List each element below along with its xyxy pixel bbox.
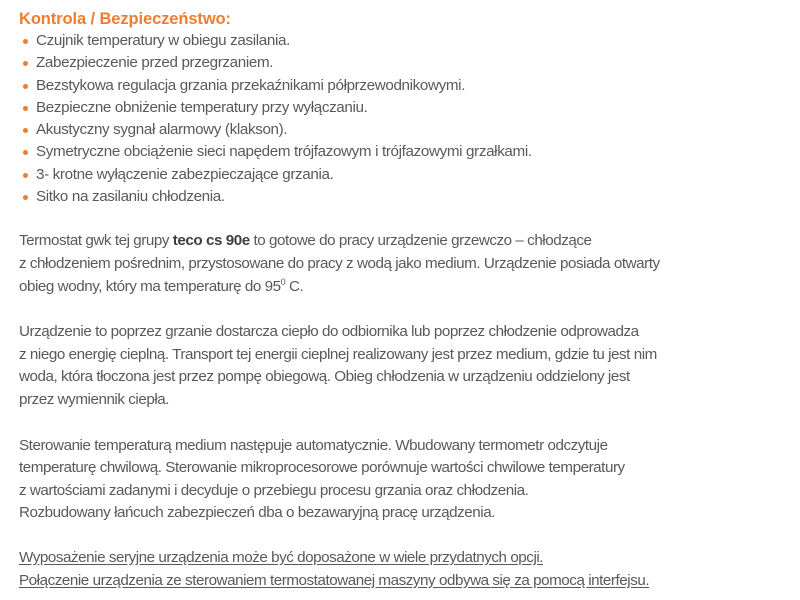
list-item-text: Symetryczne obciążenie sieci napędem trójfazowym i trójfazowymi grzałkami. — [36, 143, 532, 161]
list-item-text: Bezstykowa regulacja grzania przekaźnikami półprzewodnikowymi. — [36, 76, 466, 94]
section-heading: Kontrola / Bezpieczeństwo: — [19, 10, 231, 28]
list-item — [19, 75, 799, 97]
paragraph-options — [19, 547, 799, 592]
bullet-icon — [23, 84, 28, 89]
degree-superscript: 0 — [280, 276, 286, 287]
bullet-icon — [23, 195, 28, 200]
text-line: temperaturę chwilową. Sterowanie mikroprocesorowe porównuje wartości chwilowe temperatury — [19, 459, 625, 477]
list-item — [19, 52, 799, 74]
underlined-text-line: Połączenie urządzenia ze sterowaniem termostatowanej maszyny odbywa się za pomocą interfejsu. — [19, 571, 650, 589]
paragraph-temperature-control — [19, 435, 799, 525]
list-item-text: Czujnik temperatury w obiegu zasilania. — [36, 32, 290, 49]
text-line: z niego energię cieplną. Transport tej energii cieplnej realizowany jest przez medium, gdzie tu jest nim — [19, 345, 657, 363]
bullet-icon — [23, 61, 28, 66]
text-line: z wartościami zadanymi i decyduje o przebiegu procesu grzania oraz chłodzenia. — [19, 481, 529, 499]
text-line: woda, która tłoczona jest przez pompę obiegową. Obieg chłodzenia w urządzeniu oddzielony jest — [19, 368, 630, 386]
bullet-icon — [23, 150, 28, 155]
list-item — [19, 119, 799, 141]
document-page — [19, 8, 799, 592]
text-line: Urządzenie to poprzez grzanie dostarcza ciepło do odbiornika lub poprzez chłodzenie odprowadza — [19, 323, 639, 341]
paragraph-energy-transport — [19, 321, 799, 411]
text-line: Sterowanie temperaturą medium następuje automatycznie. Wbudowany termometr odczytuje — [19, 436, 608, 454]
list-item — [19, 97, 799, 119]
bullet-icon — [23, 173, 28, 178]
text-line — [19, 276, 799, 299]
safety-features-list — [19, 30, 799, 208]
text-span: C. — [285, 277, 304, 295]
text-span: obieg wodny, który ma temperaturę do 95 — [19, 277, 281, 295]
list-item-text: Bezpieczne obniżenie temperatury przy wyłączaniu. — [36, 98, 368, 116]
bullet-icon — [23, 128, 28, 133]
paragraph-product-intro — [19, 230, 799, 298]
product-name: teco cs 90e — [172, 232, 250, 250]
text-line: Rozbudowany łańcuch zabezpieczeń dba o bezawaryjną pracę urządzenia. — [19, 504, 495, 522]
underlined-text-line: Wyposażenie seryjne urządzenia może być doposażone w wiele przydatnych opcji. — [19, 548, 544, 566]
bullet-icon — [23, 106, 28, 111]
text-span: to gotowe do pracy urządzenie grzewczo – chłodzące — [249, 232, 592, 250]
list-item-text: Zabezpieczenie przed przegrzaniem. — [36, 54, 274, 72]
text-line: z chłodzeniem pośrednim, przystosowane do pracy z wodą jako medium. Urządzenie posiada otwarty — [19, 254, 660, 272]
list-item — [19, 186, 799, 208]
bullet-icon — [23, 39, 28, 44]
list-item — [19, 30, 799, 52]
list-item-text: 3- krotne wyłączenie zabezpieczające grzania. — [36, 165, 334, 183]
list-item — [19, 141, 799, 163]
text-span: Termostat gwk tej grupy — [19, 232, 173, 250]
text-line — [19, 230, 799, 253]
list-item-text: Akustyczny sygnał alarmowy (klakson). — [36, 121, 288, 139]
text-line: przez wymiennik ciepła. — [19, 390, 170, 408]
list-item-text: Sitko na zasilaniu chłodzenia. — [36, 188, 225, 206]
list-item — [19, 164, 799, 186]
